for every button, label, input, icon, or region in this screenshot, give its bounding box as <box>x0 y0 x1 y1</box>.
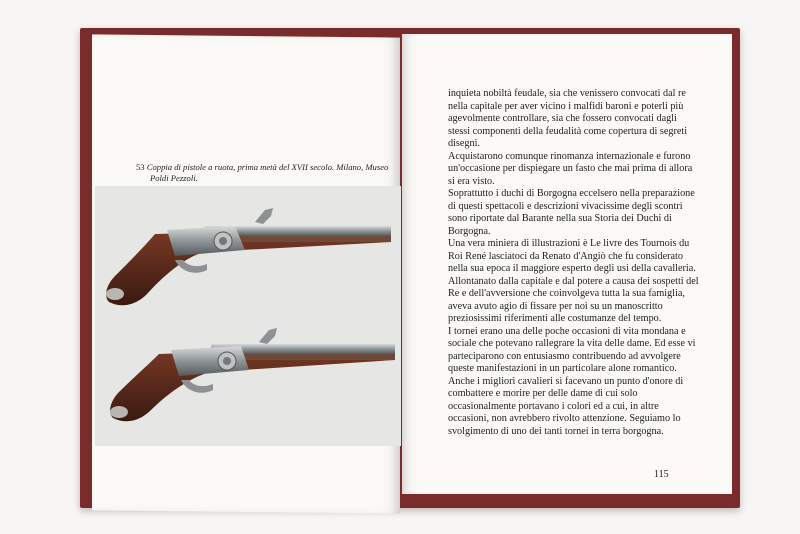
page-number: 115 <box>654 469 669 480</box>
body-text <box>448 88 700 438</box>
caption-text: Coppia di pistole a ruota, prima metà del XVII secolo. Milano, Museo Poldi Pezzoli. <box>146 162 389 183</box>
paragraph: inquieta nobiltà feudale, sia che venissero convocati dal re nella capitale per aver vicino i malfidi baroni e poterli più agevolmente controllare, sia che fossero convocati dagli stessi componenti della feudalità come copertura di segreti disegni. <box>448 88 688 149</box>
paragraph: Acquistarono comunque rinomanza internazionale e furono un'occasione per dispiegare un fasto che mai prima di allora si era visto. <box>448 150 693 187</box>
pistol-top <box>106 208 391 305</box>
paragraph: Anche i migliori cavalieri si facevano un punto d'onore di combattere e morire per delle dame di cui solo occasionalmente portavano i colori ed a cui, in altre occasioni, non avrebbero rivolto attenzione. Seguiamo lo svolgimento di uno dei tanti tornei in terra borgogna. <box>448 375 684 437</box>
paragraph: I tornei erano una delle poche occasioni di vita mondana e sociale che potevano rallegrare la vita delle dame. Ed esse vi parteciparono con entusiasmo contribuendo ad avvolgere queste manifestazioni in un particolare alone romantico. <box>448 325 696 374</box>
pistols-photo <box>95 186 401 446</box>
paragraph: Una vera miniera di illustrazioni è Le livre des Tournois du Roi René lasciatoci da Renato d'Angiò che fu considerato nella sua epoca il maggiore esperto degli usi della cavalleria. <box>448 238 696 274</box>
pistol-bottom <box>110 328 395 421</box>
caption-number: 53 <box>136 162 145 172</box>
pistols-illustration <box>95 186 401 446</box>
figure-caption <box>136 162 406 184</box>
paragraph: Soprattutto i duchi di Borgogna eccelsero nella preparazione di questi spettacoli e descrizioni vivacissime degli scontri sono riportate dal Barante nella sua Storia dei Duchi di Borgogna. <box>448 188 695 237</box>
paragraph: Allontanato dalla capitale e dal potere a causa dei sospetti del Re e dell'avversione che coinvolgeva tutta la sua famiglia, aveva avuto agio di fissare per noi su un manoscritto preziosissimi riferimenti alle costumanze del tempo. <box>448 275 699 324</box>
